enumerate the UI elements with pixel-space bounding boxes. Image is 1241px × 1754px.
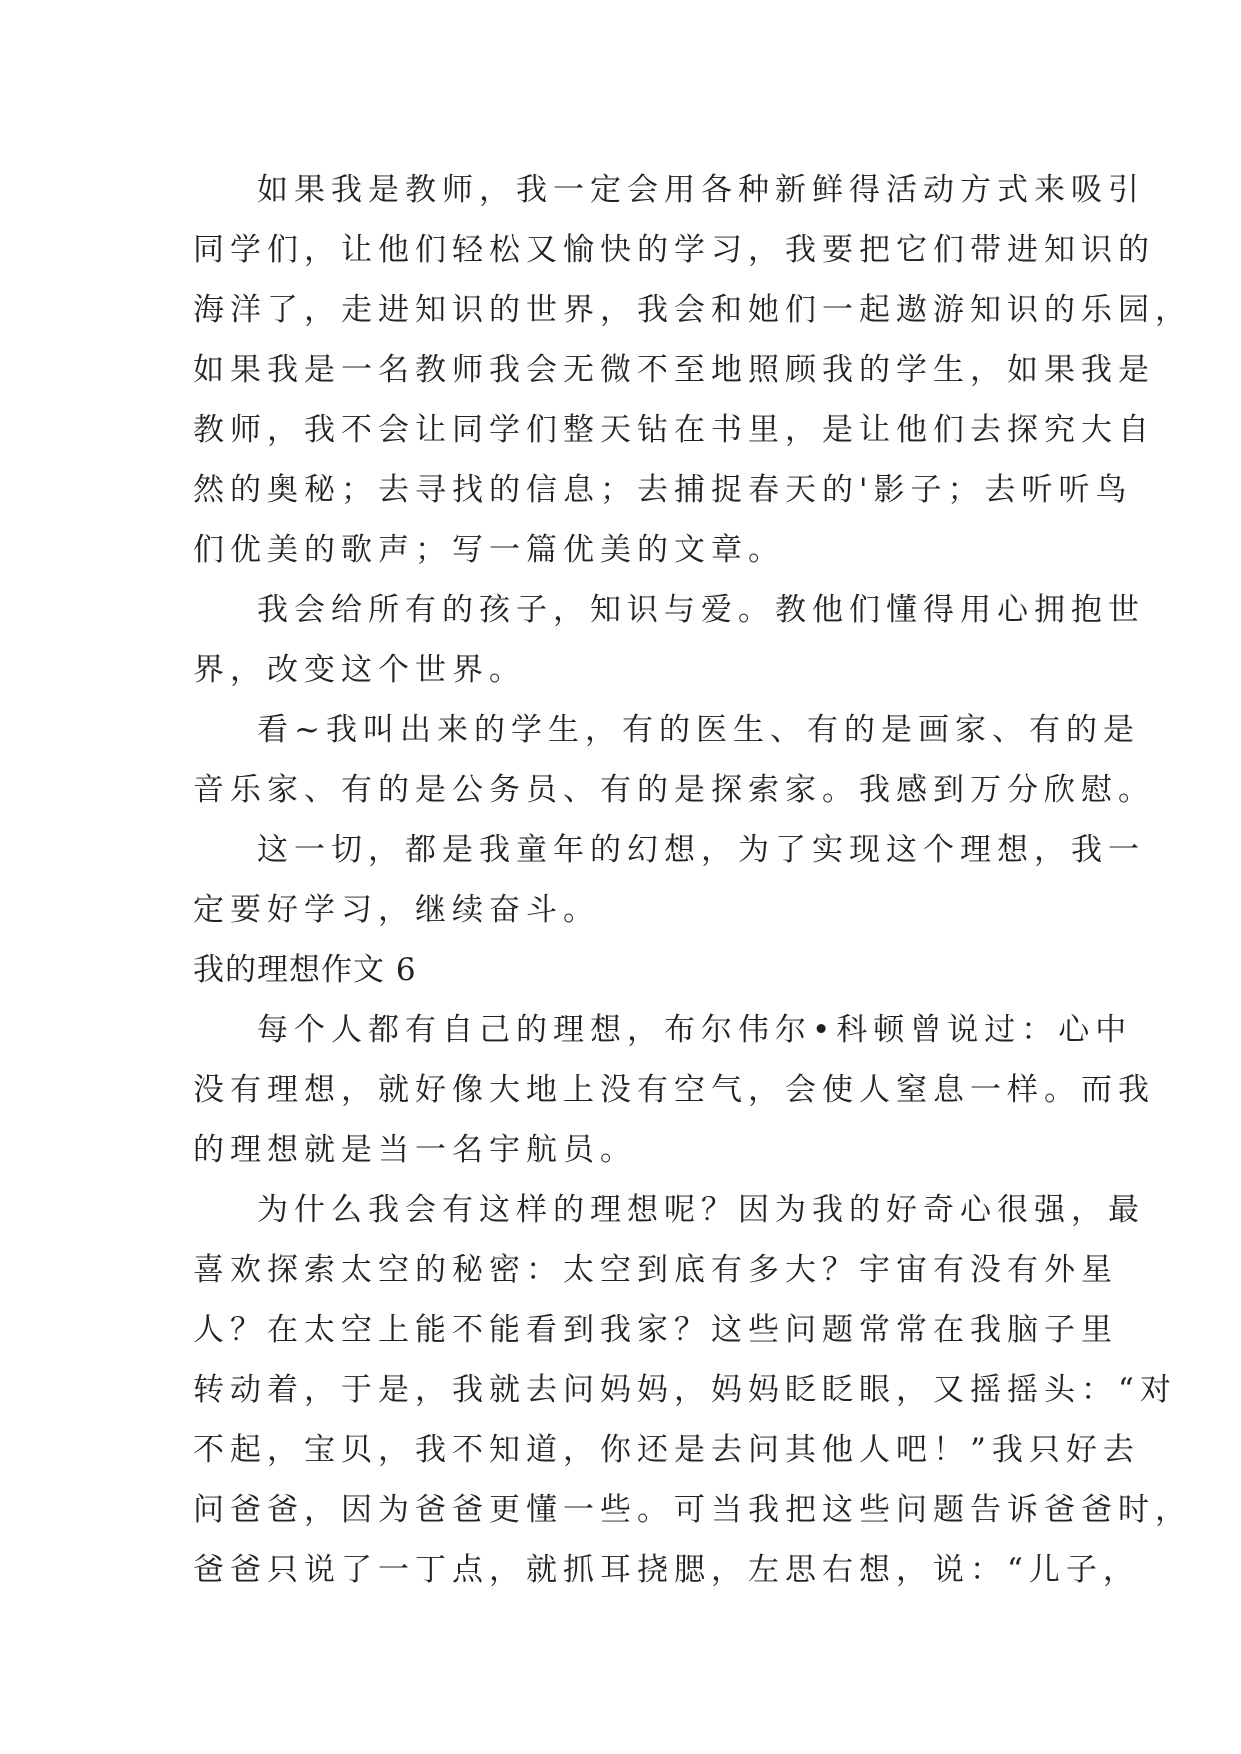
paragraph-line: 我会给所有的孩子，知识与爱。教他们懂得用心拥抱世: [257, 592, 1145, 628]
paragraph-line: 如果我是一名教师我会无微不至地照顾我的学生，如果我是: [193, 352, 1155, 388]
paragraph-line: 看~我叫出来的学生，有的医生、有的是画家、有的是: [257, 712, 1140, 748]
section-heading: 我的理想作文 6: [193, 952, 417, 988]
paragraph-line: 如果我是教师，我一定会用各种新鲜得活动方式来吸引: [257, 172, 1145, 208]
paragraph-line: 海洋了，走进知识的世界，我会和她们一起遨游知识的乐园，: [193, 292, 1192, 328]
paragraph-line: 不起，宝贝，我不知道，你还是去问其他人吧！”我只好去: [193, 1432, 1140, 1468]
essay-text-block: [193, 160, 1192, 1600]
paragraph-line: 的理想就是当一名宇航员。: [193, 1132, 637, 1168]
paragraph-line: 教师，我不会让同学们整天钻在书里，是让他们去探究大自: [193, 412, 1155, 448]
paragraph-line: 人？在太空上能不能看到我家？这些问题常常在我脑子里: [193, 1312, 1118, 1348]
paragraph-line: 定要好学习，继续奋斗。: [193, 892, 600, 928]
paragraph-line: 喜欢探索太空的秘密：太空到底有多大？宇宙有没有外星: [193, 1252, 1118, 1288]
paragraph-line: 问爸爸，因为爸爸更懂一些。可当我把这些问题告诉爸爸时，: [193, 1492, 1192, 1528]
paragraph-line: 音乐家、有的是公务员、有的是探索家。我感到万分欣慰。: [193, 772, 1155, 808]
paragraph-line: 们优美的歌声；写一篇优美的文章。: [193, 532, 785, 568]
paragraph-line: 这一切，都是我童年的幻想，为了实现这个理想，我一: [257, 832, 1145, 868]
paragraph-line: 没有理想，就好像大地上没有空气，会使人窒息一样。而我: [193, 1072, 1155, 1108]
paragraph-line: 界，改变这个世界。: [193, 652, 526, 688]
paragraph-line: 转动着，于是，我就去问妈妈，妈妈眨眨眼，又摇摇头：“对: [193, 1372, 1177, 1408]
paragraph-line: 同学们，让他们轻松又愉快的学习，我要把它们带进知识的: [193, 232, 1155, 268]
paragraph-line: 爸爸只说了一丁点，就抓耳挠腮，左思右想，说：“儿子，: [193, 1552, 1140, 1588]
paragraph-line: 每个人都有自己的理想，布尔伟尔•科顿曾说过：心中: [257, 1012, 1133, 1048]
paragraph-line: 然的奥秘；去寻找的信息；去捕捉春天的'影子；去听听鸟: [193, 472, 1133, 508]
paragraph-line: 为什么我会有这样的理想呢？因为我的好奇心很强，最: [257, 1192, 1145, 1228]
